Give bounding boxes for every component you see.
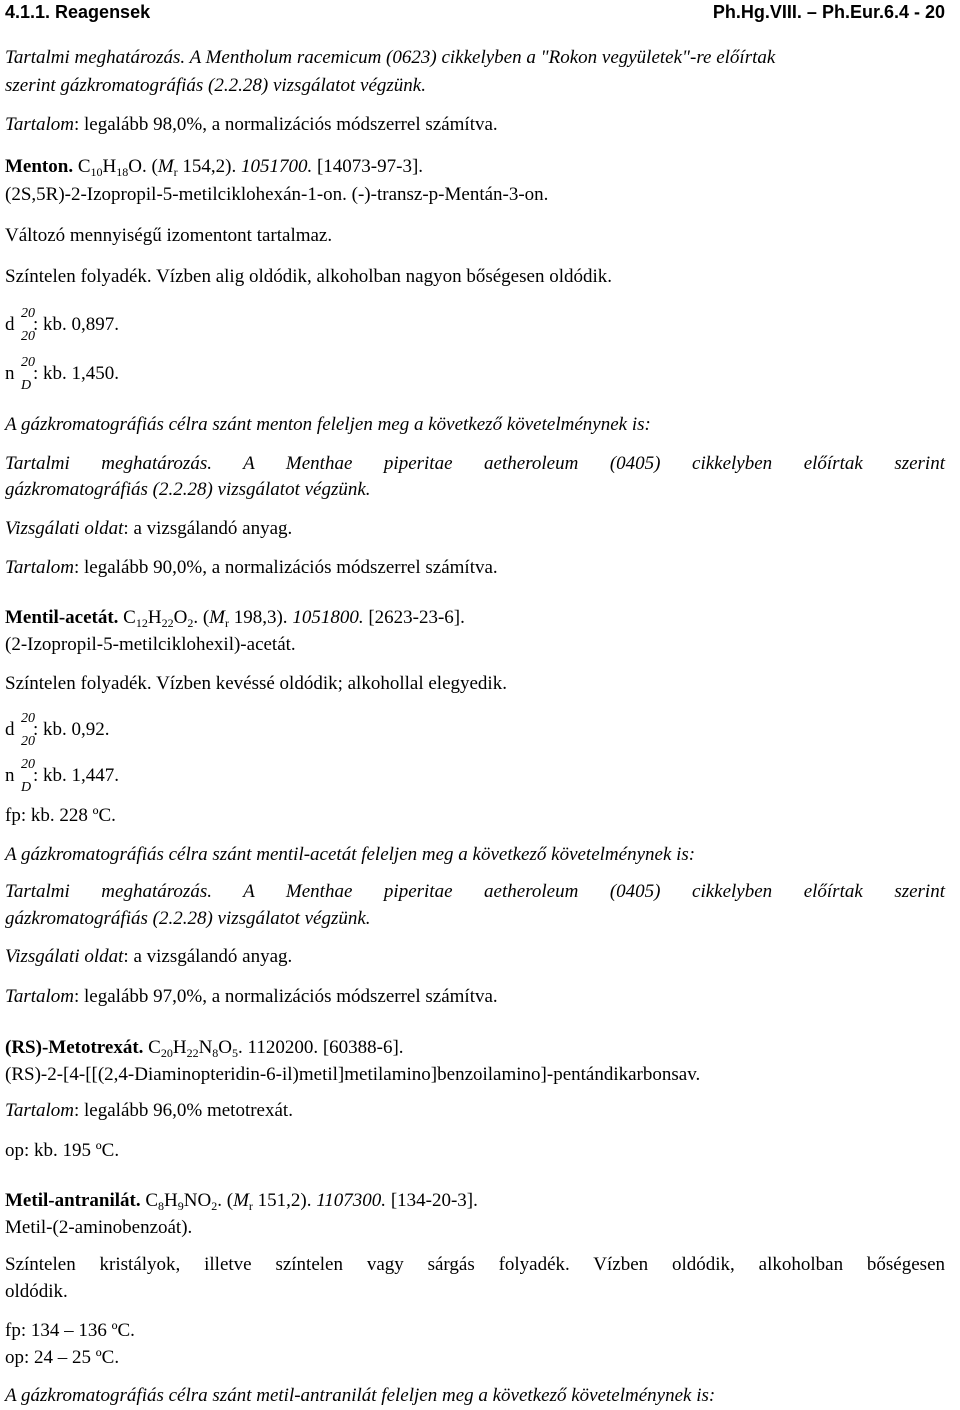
- section-title: 4.1.1. Reagensek: [5, 2, 151, 22]
- formula-part: O: [173, 607, 188, 628]
- page-header: [5, 0, 945, 26]
- formula-part: H: [172, 1037, 187, 1058]
- formula-subscript: 2: [211, 1199, 218, 1213]
- formula-subscript: 9: [177, 1199, 184, 1213]
- mentil-name: Mentil-acetát.: [5, 607, 119, 628]
- test-solution-label: Vizsgálati oldat: [5, 946, 124, 967]
- molar-mass-symbol: M: [157, 156, 174, 177]
- intro-line-2: szerint gázkromatográfiás (2.2.28) vizsgálatot végzünk.: [5, 75, 426, 96]
- refractive-superscript: 20: [21, 757, 35, 772]
- cas-number: [2623-23-6].: [363, 607, 465, 628]
- reagent-code: 1051700.: [240, 156, 313, 177]
- molar-mass: 151,2).: [252, 1190, 317, 1211]
- content-text: : legalább 97,0%, a normalizációs módszerrel számítva.: [74, 986, 498, 1007]
- formula-part: C: [145, 1190, 159, 1211]
- molar-mass: 154,2).: [177, 156, 241, 177]
- formula-subscript: 22: [161, 616, 174, 630]
- refractive-superscript: 20: [21, 355, 35, 370]
- cas-number: [14073-97-3].: [312, 156, 424, 177]
- density-value: : kb. 0,897.: [33, 314, 120, 335]
- menton-name: Menton.: [5, 156, 74, 177]
- molar-mass: 198,3).: [228, 607, 293, 628]
- mentil-test-solution: [5, 945, 292, 969]
- content-text: : legalább 96,0% metotrexát.: [74, 1100, 293, 1121]
- formula-part: H: [164, 1190, 178, 1211]
- menton-gc-line-2: gázkromatográfiás (2.2.28) vizsgálatot végzünk.: [5, 479, 371, 500]
- menton-gc-line-1: Tartalmi meghatározás. A Menthae piperitae aetheroleum (0405) cikkelyben előírtak szerint: [5, 453, 945, 474]
- menton-note: Változó mennyiségű izomentont tartalmaz.: [5, 225, 333, 246]
- antranilat-description-line-1: Színtelen kristályok, illetve színtelen vagy sárgás folyadék. Vízben oldódik, alkoholban bőségesen: [5, 1254, 945, 1275]
- density-superscript: 20: [21, 711, 35, 726]
- menton-description: Színtelen folyadék. Vízben alig oldódik, alkoholban nagyon bőségesen oldódik.: [5, 266, 612, 287]
- formula-subscript: 2: [187, 616, 194, 630]
- formula-subscript: 10: [90, 165, 103, 179]
- mentil-iupac: (2-Izopropil-5-metilciklohexil)-acetát.: [5, 634, 296, 655]
- formula-subscript: 12: [135, 616, 148, 630]
- refractive-symbol: n: [5, 363, 15, 384]
- formula-subscript: 8: [158, 1199, 165, 1213]
- molar-mass-symbol: M: [209, 607, 225, 628]
- mentil-content: [5, 985, 498, 1009]
- density-subscript: 20: [21, 329, 35, 344]
- mentil-gc-line-1: Tartalmi meghatározás. A Menthae piperitae aetheroleum (0405) cikkelyben előírtak szerint: [5, 881, 945, 902]
- density-subscript: 20: [21, 734, 35, 749]
- formula-part: O. (: [128, 156, 158, 177]
- code-and-cas: . 1120200. [60388-6].: [238, 1037, 404, 1058]
- mentil-refractive-index: [5, 757, 120, 795]
- menton-iupac: (2S,5R)-2-Izopropil-5-metilciklohexán-1-on. (-)-transz-p-Mentán-3-on.: [5, 184, 549, 205]
- reagent-code: 1107300.: [316, 1190, 387, 1211]
- formula-part: . (: [193, 607, 210, 628]
- content-label: Tartalom: [5, 114, 74, 135]
- test-solution-text: : a vizsgálandó anyag.: [123, 518, 293, 539]
- content-label: Tartalom: [5, 1100, 74, 1121]
- formula-subscript: 5: [232, 1046, 239, 1060]
- menton-refractive-index: [5, 355, 120, 393]
- reagent-code: 1051800.: [292, 607, 364, 628]
- refractive-value: : kb. 1,447.: [33, 765, 120, 786]
- mentil-description: Színtelen folyadék. Vízben kevéssé oldódik; alkohollal elegyedik.: [5, 673, 507, 694]
- refractive-subscript: D: [21, 378, 32, 393]
- formula-subscript: 18: [116, 165, 129, 179]
- cas-number: [134-20-3].: [386, 1190, 478, 1211]
- content-text: : legalább 90,0%, a normalizációs módszerrel számítva.: [74, 557, 498, 578]
- content-text: : legalább 98,0%, a normalizációs módszerrel számítva.: [74, 114, 498, 135]
- mentil-boiling-point: fp: kb. 228 ºC.: [5, 805, 116, 826]
- metotrexat-iupac: (RS)-2-[4-[[(2,4-Diaminopteridin-6-il)metil]metilamino]benzoilamino]-pentándikarbonsav.: [5, 1064, 701, 1085]
- menton-density: [5, 306, 120, 344]
- menton-gc-requirement: A gázkromatográfiás célra szánt menton feleljen meg a következő követelménynek is:: [5, 414, 651, 435]
- mentil-density: [5, 711, 110, 749]
- molar-mass-subscript: r: [224, 616, 229, 630]
- refractive-value: : kb. 1,450.: [33, 363, 120, 384]
- intro-line-1: Tartalmi meghatározás. A Mentholum racemicum (0623) cikkelyben a "Rokon vegyületek"-re előírtak: [5, 47, 776, 68]
- density-value: : kb. 0,92.: [33, 719, 110, 740]
- formula-part: NO: [183, 1190, 212, 1211]
- formula-part: H: [102, 156, 117, 177]
- test-solution-text: : a vizsgálandó anyag.: [123, 946, 293, 967]
- formula-subscript: 20: [160, 1046, 173, 1060]
- formula-part: H: [147, 607, 162, 628]
- content-label: Tartalom: [5, 986, 74, 1007]
- antranilat-name: Metil-antranilát.: [5, 1190, 141, 1211]
- molar-mass-symbol: M: [233, 1190, 249, 1211]
- metotrexat-name: (RS)-Metotrexát.: [5, 1037, 144, 1058]
- formula-subscript: 8: [212, 1046, 219, 1060]
- molar-mass-subscript: r: [173, 165, 178, 179]
- antranilat-description-line-2: oldódik.: [5, 1281, 68, 1302]
- refractive-subscript: D: [21, 780, 32, 795]
- test-solution-label: Vizsgálati oldat: [5, 518, 124, 539]
- metotrexat-heading: [5, 1036, 404, 1065]
- molar-mass-subscript: r: [248, 1199, 253, 1213]
- metotrexat-content: [5, 1099, 293, 1123]
- mentil-gc-requirement: A gázkromatográfiás célra szánt mentil-acetát feleljen meg a következő követelménynek is:: [5, 844, 696, 865]
- metotrexat-melting-point: op: kb. 195 ºC.: [5, 1140, 120, 1161]
- density-superscript: 20: [21, 306, 35, 321]
- formula-part: . (: [217, 1190, 234, 1211]
- antranilat-melting-point: op: 24 – 25 ºC.: [5, 1347, 120, 1368]
- content-label: Tartalom: [5, 557, 74, 578]
- intro-content: [5, 113, 498, 137]
- menton-content: [5, 556, 498, 580]
- menton-heading: [5, 155, 423, 184]
- formula-part: C: [148, 1037, 161, 1058]
- density-symbol: d: [5, 719, 15, 740]
- antranilat-boiling-point: fp: 134 – 136 ºC.: [5, 1320, 135, 1341]
- refractive-symbol: n: [5, 765, 15, 786]
- mentil-gc-line-2: gázkromatográfiás (2.2.28) vizsgálatot végzünk.: [5, 908, 371, 929]
- mentil-heading: [5, 606, 465, 635]
- antranilat-heading: [5, 1189, 478, 1218]
- formula-part: C: [123, 607, 136, 628]
- formula-part: N: [198, 1037, 213, 1058]
- pharmacopoeia-reference: Ph.Hg.VIII. – Ph.Eur.6.4 - 20: [712, 2, 945, 22]
- antranilat-iupac: Metil-(2-aminobenzoát).: [5, 1217, 193, 1238]
- formula-part: O: [218, 1037, 233, 1058]
- menton-test-solution: [5, 517, 292, 541]
- formula-subscript: 22: [186, 1046, 199, 1060]
- formula-part: C: [77, 156, 91, 177]
- density-symbol: d: [5, 314, 15, 335]
- antranilat-gc-requirement: A gázkromatográfiás célra szánt metil-antranilát feleljen meg a következő követelménynek is:: [5, 1385, 716, 1406]
